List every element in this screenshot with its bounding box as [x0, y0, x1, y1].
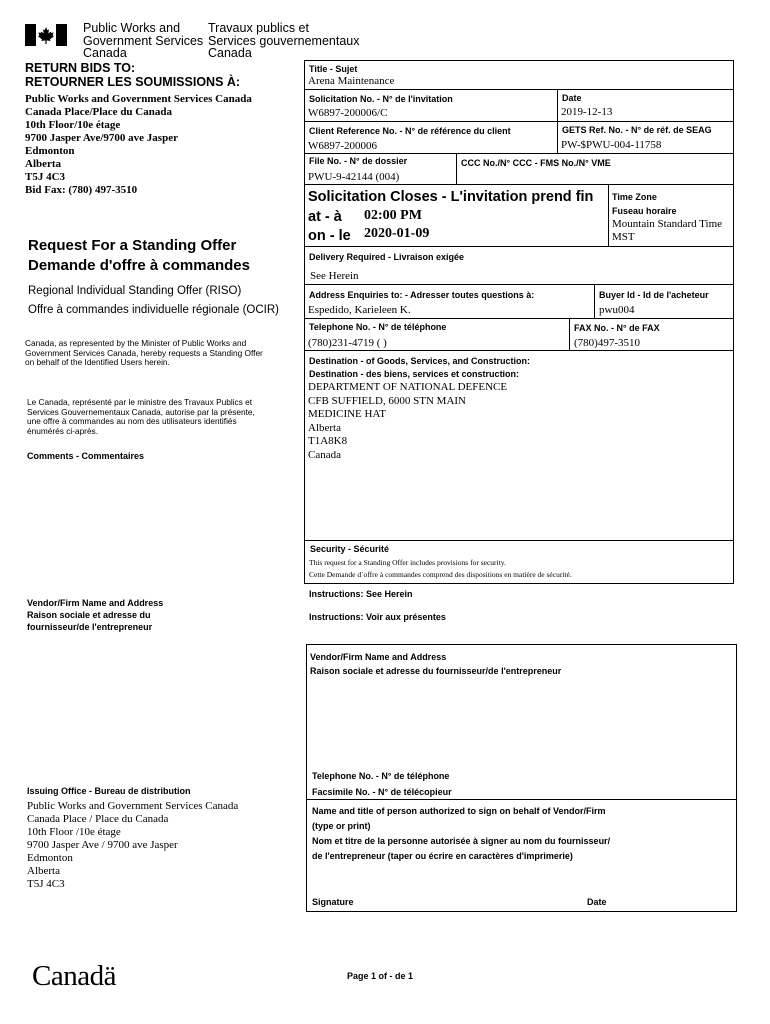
security-text: This request for a Standing Offer includes provisions for security. Cette Demande d`offre à commandes comprend des dispositions en matière de sécurité. — [309, 558, 572, 579]
title-value: Arena Maintenance — [308, 75, 395, 87]
time-zone-label: Time Zone Fuseau horaire — [612, 192, 677, 216]
date-label: Date — [562, 93, 582, 103]
divider — [304, 89, 734, 90]
comments-label: Comments - Commentaires — [27, 451, 145, 461]
divider — [304, 184, 734, 185]
request-type: Regional Individual Standing Offer (RISO) Offre à commandes individuelle régionale (OCIR) — [28, 285, 279, 316]
solicitation-no-label: Solicitation No. - N° de l'invitation — [309, 94, 453, 104]
destination-label: Destination - of Goods, Services, and Construction: Destination - des biens, services et construction: — [309, 356, 531, 379]
canada-flag-icon — [25, 24, 67, 46]
divider — [304, 318, 734, 319]
title-label: Title - Sujet — [309, 64, 358, 74]
return-bids-title: RETURN BIDS TO: RETOURNER LES SOUMISSIONS À: — [25, 61, 241, 89]
vendor-fax-label: Facsimile No. - N° de télécopieur — [312, 787, 452, 797]
divider — [304, 350, 734, 351]
time-zone-value: Mountain Standard Time MST — [612, 218, 723, 243]
gets-ref-label: GETS Ref. No. - N° de réf. de SEAG — [562, 125, 712, 135]
client-ref-value: W6897-200006 — [308, 140, 378, 152]
divider — [304, 153, 734, 154]
delivery-value: See Herein — [310, 270, 359, 282]
divider — [304, 284, 734, 285]
security-label: Security - Sécurité — [310, 544, 390, 554]
divider — [594, 284, 595, 318]
file-no-value: PWU-9-42144 (004) — [308, 171, 400, 183]
date-value: 2019-12-13 — [561, 106, 613, 118]
closes-at-value: 02:00 PM — [364, 208, 422, 223]
vendor-label-left: Vendor/Firm Name and Address Raison sociale et adresse du fournisseur/de l'entrepreneur — [27, 598, 164, 632]
delivery-label: Delivery Required - Livraison exigée — [309, 252, 465, 262]
page-number: Page 1 of - de 1 — [347, 971, 414, 981]
ccc-no-label: CCC No./N° CCC - FMS No./N° VME — [461, 158, 611, 168]
instructions-fr: Instructions: Voir aux présentes — [309, 612, 446, 622]
divider — [304, 246, 734, 247]
dept-name-fr: Travaux publics et Services gouvernementaux Canada — [208, 21, 360, 60]
canada-wordmark: Canadä — [32, 960, 116, 992]
solicitation-no-value: W6897-200006/C — [308, 107, 388, 119]
divider — [608, 184, 609, 246]
issuing-office-label: Issuing Office - Bureau de distribution — [27, 786, 191, 796]
client-ref-label: Client Reference No. - N° de référence du client — [309, 126, 511, 136]
signature-date-label: Date — [587, 897, 607, 907]
divider — [557, 89, 558, 153]
issuing-office-address: Public Works and Government Services Canada Canada Place / Place du Canada 10th Floor /10e étage 9700 Jasper Ave / 9700 ave Jasper Edmonton Alberta T5J 4C3 — [27, 800, 239, 890]
closes-on-value: 2020-01-09 — [364, 226, 430, 241]
buyer-id-value: pwu004 — [599, 304, 635, 316]
address-enquiries-value: Espedido, Karieleen K. — [308, 304, 411, 316]
divider — [304, 540, 734, 541]
telephone-value: (780)231-4719 ( ) — [308, 337, 387, 349]
closes-on-label: on - le — [308, 228, 351, 244]
address-enquiries-label: Address Enquiries to: - Adresser toutes questions à: — [309, 290, 535, 300]
fax-value: (780)497-3510 — [574, 337, 640, 349]
divider — [456, 153, 457, 184]
signature-label: Signature — [312, 897, 354, 907]
closes-at-label: at - à — [308, 209, 342, 225]
telephone-label: Telephone No. - N° de téléphone — [309, 322, 447, 332]
divider — [304, 121, 734, 122]
request-title: Request For a Standing Offer Demande d'offre à commandes — [28, 237, 250, 274]
destination-value: DEPARTMENT OF NATIONAL DEFENCE CFB SUFFIELD, 6000 STN MAIN MEDICINE HAT Alberta T1A8K8 Canada — [308, 381, 508, 461]
dept-name-en: Public Works and Government Services Canada — [83, 21, 204, 60]
request-paragraph-fr: Le Canada, représenté par le ministre des Travaux Publics et Services Gouvernementaux Canada, autorise par la présente, une offre à commandes au nom des utilisateurs identifiés énumérés ci-après. — [27, 397, 255, 436]
gets-ref-value: PW-$PWU-004-11758 — [561, 139, 662, 151]
vendor-telephone-label: Telephone No. - N° de téléphone — [312, 771, 450, 781]
return-bids-address: Public Works and Government Services Canada Canada Place/Place du Canada 10th Floor/10e étage 9700 Jasper Ave/9700 ave Jasper Edmonton Alberta T5J 4C3 Bid Fax: (780) 497-3510 — [25, 93, 252, 196]
divider — [306, 799, 737, 800]
buyer-id-label: Buyer Id - Id de l'acheteur — [599, 290, 709, 300]
file-no-label: File No. - N° de dossier — [309, 156, 408, 166]
instructions-en: Instructions: See Herein — [309, 589, 413, 599]
fax-label: FAX No. - N° de FAX — [574, 323, 660, 333]
solicitation-closes-title: Solicitation Closes - L'invitation prend fin — [308, 189, 594, 205]
authorized-person-label: Name and title of person authorized to sign on behalf of Vendor/Firm (type or print) Nom et titre de la personne autorisée à signer au nom du fournisseur/ de l'entrepreneur (taper ou écrire en caractères d'imprimerie) — [312, 806, 611, 861]
divider — [569, 318, 570, 350]
vendor-box-label: Vendor/Firm Name and Address Raison sociale et adresse du fournisseur/de l'entrepreneur — [310, 652, 562, 676]
request-paragraph-en: Canada, as represented by the Minister of Public Works and Government Services Canada, hereby requests a Standing Offer on behalf of the Identified Users herein. — [25, 338, 263, 367]
